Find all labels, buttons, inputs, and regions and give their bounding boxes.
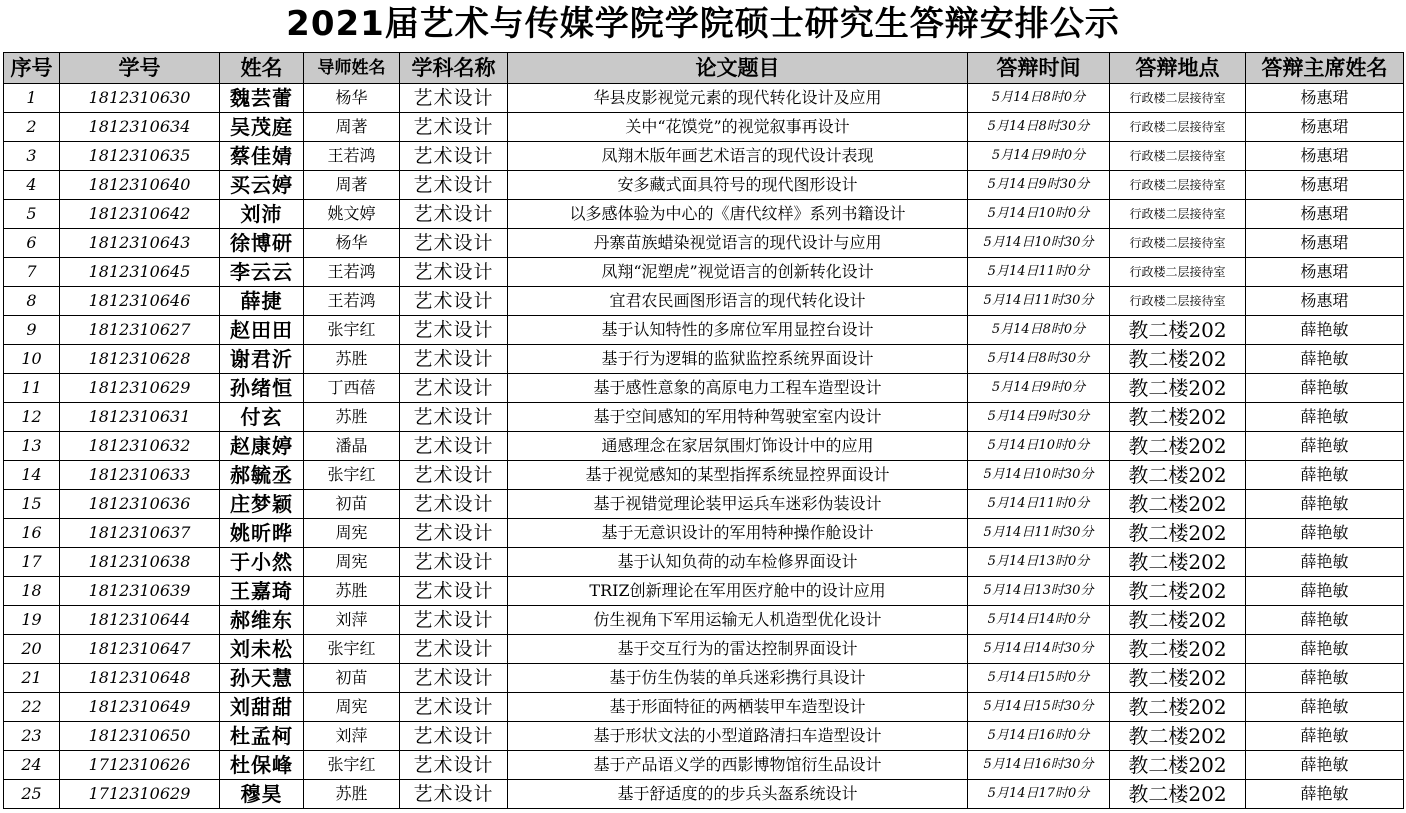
student-id: 1812310643 — [60, 229, 220, 258]
header-location: 答辩地点 — [1110, 53, 1246, 84]
defense-time: 5月14日14时0分 — [968, 606, 1110, 635]
table-row — [4, 316, 1404, 345]
student-id: 1812310631 — [60, 403, 220, 432]
table-header-row — [4, 53, 1404, 84]
defense-time: 5月14日11时30分 — [968, 287, 1110, 316]
chair-name: 薛艳敏 — [1246, 751, 1404, 780]
defense-time: 5月14日13时0分 — [968, 548, 1110, 577]
student-id: 1812310635 — [60, 142, 220, 171]
student-id: 1812310645 — [60, 258, 220, 287]
advisor-name: 周宪 — [304, 519, 400, 548]
defense-time: 5月14日8时30分 — [968, 345, 1110, 374]
student-id: 1812310640 — [60, 171, 220, 200]
table-row — [4, 635, 1404, 664]
thesis-title: 基于交互行为的雷达控制界面设计 — [508, 635, 968, 664]
table-row — [4, 490, 1404, 519]
advisor-name: 周宪 — [304, 548, 400, 577]
student-id: 1812310627 — [60, 316, 220, 345]
student-id: 1812310650 — [60, 722, 220, 751]
defense-time: 5月14日10时0分 — [968, 432, 1110, 461]
student-name: 魏芸蕾 — [220, 84, 304, 113]
student-id: 1812310646 — [60, 287, 220, 316]
advisor-name: 苏胜 — [304, 345, 400, 374]
advisor-name: 王若鸿 — [304, 287, 400, 316]
student-id: 1812310629 — [60, 374, 220, 403]
subject-name: 艺术设计 — [400, 577, 508, 606]
defense-location: 行政楼二层接待室 — [1110, 200, 1246, 229]
chair-name: 薛艳敏 — [1246, 693, 1404, 722]
thesis-title: 基于产品语义学的西影博物馆衍生品设计 — [508, 751, 968, 780]
subject-name: 艺术设计 — [400, 200, 508, 229]
advisor-name: 姚文婷 — [304, 200, 400, 229]
subject-name: 艺术设计 — [400, 432, 508, 461]
advisor-name: 王若鸿 — [304, 258, 400, 287]
advisor-name: 张宇红 — [304, 461, 400, 490]
row-number: 22 — [4, 693, 60, 722]
page-title: 2021届艺术与传媒学院学院硕士研究生答辩安排公示 — [286, 4, 1120, 44]
advisor-name: 周著 — [304, 113, 400, 142]
row-number: 8 — [4, 287, 60, 316]
student-name: 谢君沂 — [220, 345, 304, 374]
defense-time: 5月14日11时0分 — [968, 490, 1110, 519]
table-row — [4, 664, 1404, 693]
student-name: 刘沛 — [220, 200, 304, 229]
header-advisor: 导师姓名 — [304, 53, 400, 84]
chair-name: 薛艳敏 — [1246, 432, 1404, 461]
chair-name: 薛艳敏 — [1246, 722, 1404, 751]
table-row — [4, 403, 1404, 432]
header-chair: 答辩主席姓名 — [1246, 53, 1404, 84]
header-num: 序号 — [4, 53, 60, 84]
thesis-title: 凤翔木版年画艺术语言的现代设计表现 — [508, 142, 968, 171]
defense-location: 行政楼二层接待室 — [1110, 171, 1246, 200]
defense-time: 5月14日15时30分 — [968, 693, 1110, 722]
subject-name: 艺术设计 — [400, 693, 508, 722]
advisor-name: 张宇红 — [304, 751, 400, 780]
defense-location: 行政楼二层接待室 — [1110, 229, 1246, 258]
chair-name: 薛艳敏 — [1246, 374, 1404, 403]
thesis-title: 基于认知负荷的动车检修界面设计 — [508, 548, 968, 577]
chair-name: 杨惠珺 — [1246, 258, 1404, 287]
table-row — [4, 171, 1404, 200]
student-name: 买云婷 — [220, 171, 304, 200]
table-row — [4, 287, 1404, 316]
row-number: 20 — [4, 635, 60, 664]
advisor-name: 刘萍 — [304, 606, 400, 635]
defense-time: 5月14日10时30分 — [968, 461, 1110, 490]
subject-name: 艺术设计 — [400, 635, 508, 664]
row-number: 16 — [4, 519, 60, 548]
chair-name: 杨惠珺 — [1246, 200, 1404, 229]
advisor-name: 苏胜 — [304, 403, 400, 432]
thesis-title: 基于仿生伪装的单兵迷彩携行具设计 — [508, 664, 968, 693]
chair-name: 薛艳敏 — [1246, 316, 1404, 345]
chair-name: 杨惠珺 — [1246, 171, 1404, 200]
student-name: 孙天慧 — [220, 664, 304, 693]
thesis-title: TRIZ创新理论在军用医疗舱中的设计应用 — [508, 577, 968, 606]
defense-time: 5月14日9时30分 — [968, 403, 1110, 432]
thesis-title: 基于舒适度的的步兵头盔系统设计 — [508, 780, 968, 809]
subject-name: 艺术设计 — [400, 403, 508, 432]
student-id: 1712310629 — [60, 780, 220, 809]
defense-time: 5月14日14时30分 — [968, 635, 1110, 664]
subject-name: 艺术设计 — [400, 113, 508, 142]
defense-location: 教二楼202 — [1110, 635, 1246, 664]
subject-name: 艺术设计 — [400, 780, 508, 809]
student-name: 王嘉琦 — [220, 577, 304, 606]
advisor-name: 初苗 — [304, 664, 400, 693]
header-thesis: 论文题目 — [508, 53, 968, 84]
row-number: 14 — [4, 461, 60, 490]
student-name: 刘未松 — [220, 635, 304, 664]
defense-time: 5月14日15时0分 — [968, 664, 1110, 693]
student-id: 1812310638 — [60, 548, 220, 577]
defense-schedule-table — [3, 52, 1404, 809]
chair-name: 薛艳敏 — [1246, 345, 1404, 374]
defense-location: 教二楼202 — [1110, 693, 1246, 722]
row-number: 12 — [4, 403, 60, 432]
chair-name: 薛艳敏 — [1246, 519, 1404, 548]
row-number: 1 — [4, 84, 60, 113]
row-number: 3 — [4, 142, 60, 171]
subject-name: 艺术设计 — [400, 722, 508, 751]
subject-name: 艺术设计 — [400, 171, 508, 200]
subject-name: 艺术设计 — [400, 287, 508, 316]
chair-name: 薛艳敏 — [1246, 664, 1404, 693]
table-row — [4, 258, 1404, 287]
student-id: 1812310636 — [60, 490, 220, 519]
student-name: 赵康婷 — [220, 432, 304, 461]
defense-location: 行政楼二层接待室 — [1110, 142, 1246, 171]
subject-name: 艺术设计 — [400, 490, 508, 519]
thesis-title: 宜君农民画图形语言的现代转化设计 — [508, 287, 968, 316]
chair-name: 薛艳敏 — [1246, 606, 1404, 635]
student-name: 刘甜甜 — [220, 693, 304, 722]
table-row — [4, 374, 1404, 403]
chair-name: 薛艳敏 — [1246, 490, 1404, 519]
thesis-title: 以多感体验为中心的《唐代纹样》系列书籍设计 — [508, 200, 968, 229]
subject-name: 艺术设计 — [400, 519, 508, 548]
student-name: 姚昕晔 — [220, 519, 304, 548]
student-id: 1812310637 — [60, 519, 220, 548]
subject-name: 艺术设计 — [400, 345, 508, 374]
student-id: 1812310632 — [60, 432, 220, 461]
defense-location: 行政楼二层接待室 — [1110, 287, 1246, 316]
table-row — [4, 519, 1404, 548]
thesis-title: 基于感性意象的高原电力工程车造型设计 — [508, 374, 968, 403]
student-id: 1712310626 — [60, 751, 220, 780]
student-id: 1812310628 — [60, 345, 220, 374]
student-id: 1812310644 — [60, 606, 220, 635]
defense-location: 教二楼202 — [1110, 519, 1246, 548]
table-row — [4, 606, 1404, 635]
table-row — [4, 461, 1404, 490]
advisor-name: 苏胜 — [304, 577, 400, 606]
thesis-title: 基于视觉感知的某型指挥系统显控界面设计 — [508, 461, 968, 490]
thesis-title: 基于认知特性的多席位军用显控台设计 — [508, 316, 968, 345]
thesis-title: 基于视错觉理论装甲运兵车迷彩伪装设计 — [508, 490, 968, 519]
row-number: 19 — [4, 606, 60, 635]
table-row — [4, 142, 1404, 171]
student-id: 1812310630 — [60, 84, 220, 113]
header-student-id: 学号 — [60, 53, 220, 84]
defense-location: 教二楼202 — [1110, 345, 1246, 374]
defense-time: 5月14日10时0分 — [968, 200, 1110, 229]
advisor-name: 杨华 — [304, 84, 400, 113]
student-id: 1812310639 — [60, 577, 220, 606]
row-number: 24 — [4, 751, 60, 780]
table-row — [4, 84, 1404, 113]
advisor-name: 丁西蓓 — [304, 374, 400, 403]
student-name: 穆昊 — [220, 780, 304, 809]
row-number: 13 — [4, 432, 60, 461]
subject-name: 艺术设计 — [400, 229, 508, 258]
header-name: 姓名 — [220, 53, 304, 84]
row-number: 5 — [4, 200, 60, 229]
student-name: 李云云 — [220, 258, 304, 287]
student-name: 于小然 — [220, 548, 304, 577]
defense-location: 教二楼202 — [1110, 722, 1246, 751]
student-name: 庄梦颖 — [220, 490, 304, 519]
thesis-title: 丹寨苗族蜡染视觉语言的现代设计与应用 — [508, 229, 968, 258]
advisor-name: 苏胜 — [304, 780, 400, 809]
thesis-title: 华县皮影视觉元素的现代转化设计及应用 — [508, 84, 968, 113]
student-id: 1812310649 — [60, 693, 220, 722]
thesis-title: 凤翔“泥塑虎”视觉语言的创新转化设计 — [508, 258, 968, 287]
table-row — [4, 693, 1404, 722]
student-name: 郝毓丞 — [220, 461, 304, 490]
subject-name: 艺术设计 — [400, 664, 508, 693]
row-number: 25 — [4, 780, 60, 809]
chair-name: 杨惠珺 — [1246, 287, 1404, 316]
row-number: 6 — [4, 229, 60, 258]
table-row — [4, 345, 1404, 374]
row-number: 10 — [4, 345, 60, 374]
defense-location: 教二楼202 — [1110, 316, 1246, 345]
defense-location: 教二楼202 — [1110, 548, 1246, 577]
defense-time: 5月14日10时30分 — [968, 229, 1110, 258]
defense-location: 教二楼202 — [1110, 432, 1246, 461]
row-number: 9 — [4, 316, 60, 345]
student-id: 1812310647 — [60, 635, 220, 664]
table-row — [4, 548, 1404, 577]
subject-name: 艺术设计 — [400, 751, 508, 780]
defense-location: 行政楼二层接待室 — [1110, 258, 1246, 287]
row-number: 23 — [4, 722, 60, 751]
subject-name: 艺术设计 — [400, 316, 508, 345]
chair-name: 薛艳敏 — [1246, 577, 1404, 606]
row-number: 21 — [4, 664, 60, 693]
thesis-title: 基于形状文法的小型道路清扫车造型设计 — [508, 722, 968, 751]
subject-name: 艺术设计 — [400, 374, 508, 403]
student-name: 杜保峰 — [220, 751, 304, 780]
thesis-title: 基于形面特征的两栖装甲车造型设计 — [508, 693, 968, 722]
chair-name: 杨惠珺 — [1246, 84, 1404, 113]
defense-time: 5月14日8时30分 — [968, 113, 1110, 142]
advisor-name: 张宇红 — [304, 635, 400, 664]
defense-location: 教二楼202 — [1110, 606, 1246, 635]
student-name: 付玄 — [220, 403, 304, 432]
table-row — [4, 722, 1404, 751]
student-id: 1812310642 — [60, 200, 220, 229]
student-name: 徐博研 — [220, 229, 304, 258]
row-number: 11 — [4, 374, 60, 403]
defense-location: 教二楼202 — [1110, 577, 1246, 606]
table-row — [4, 113, 1404, 142]
subject-name: 艺术设计 — [400, 84, 508, 113]
student-id: 1812310648 — [60, 664, 220, 693]
chair-name: 杨惠珺 — [1246, 229, 1404, 258]
student-id: 1812310634 — [60, 113, 220, 142]
row-number: 15 — [4, 490, 60, 519]
defense-location: 教二楼202 — [1110, 490, 1246, 519]
thesis-title: 安多藏式面具符号的现代图形设计 — [508, 171, 968, 200]
row-number: 7 — [4, 258, 60, 287]
defense-location: 教二楼202 — [1110, 403, 1246, 432]
student-name: 薛捷 — [220, 287, 304, 316]
thesis-title: 基于无意识设计的军用特种操作舱设计 — [508, 519, 968, 548]
student-name: 赵田田 — [220, 316, 304, 345]
defense-location: 行政楼二层接待室 — [1110, 113, 1246, 142]
defense-time: 5月14日11时30分 — [968, 519, 1110, 548]
student-id: 1812310633 — [60, 461, 220, 490]
table-row — [4, 432, 1404, 461]
thesis-title: 基于行为逻辑的监狱监控系统界面设计 — [508, 345, 968, 374]
thesis-title: 仿生视角下军用运输无人机造型优化设计 — [508, 606, 968, 635]
subject-name: 艺术设计 — [400, 548, 508, 577]
defense-time: 5月14日16时30分 — [968, 751, 1110, 780]
chair-name: 薛艳敏 — [1246, 461, 1404, 490]
table-row — [4, 751, 1404, 780]
advisor-name: 初苗 — [304, 490, 400, 519]
table-row — [4, 780, 1404, 809]
table-row — [4, 577, 1404, 606]
defense-location: 教二楼202 — [1110, 374, 1246, 403]
row-number: 4 — [4, 171, 60, 200]
student-name: 吴茂庭 — [220, 113, 304, 142]
chair-name: 薛艳敏 — [1246, 780, 1404, 809]
defense-time: 5月14日9时30分 — [968, 171, 1110, 200]
thesis-title: 通感理念在家居氛围灯饰设计中的应用 — [508, 432, 968, 461]
defense-location: 教二楼202 — [1110, 751, 1246, 780]
defense-time: 5月14日8时0分 — [968, 316, 1110, 345]
subject-name: 艺术设计 — [400, 142, 508, 171]
subject-name: 艺术设计 — [400, 461, 508, 490]
advisor-name: 王若鸿 — [304, 142, 400, 171]
header-subject: 学科名称 — [400, 53, 508, 84]
advisor-name: 潘晶 — [304, 432, 400, 461]
table-row — [4, 229, 1404, 258]
chair-name: 薛艳敏 — [1246, 635, 1404, 664]
defense-time: 5月14日9时0分 — [968, 374, 1110, 403]
row-number: 17 — [4, 548, 60, 577]
thesis-title: 基于空间感知的军用特种驾驶室室内设计 — [508, 403, 968, 432]
chair-name: 杨惠珺 — [1246, 142, 1404, 171]
defense-location: 行政楼二层接待室 — [1110, 84, 1246, 113]
advisor-name: 张宇红 — [304, 316, 400, 345]
defense-location: 教二楼202 — [1110, 664, 1246, 693]
advisor-name: 杨华 — [304, 229, 400, 258]
defense-time: 5月14日17时0分 — [968, 780, 1110, 809]
defense-time: 5月14日8时0分 — [968, 84, 1110, 113]
student-name: 杜孟柯 — [220, 722, 304, 751]
chair-name: 薛艳敏 — [1246, 548, 1404, 577]
row-number: 18 — [4, 577, 60, 606]
chair-name: 薛艳敏 — [1246, 403, 1404, 432]
student-name: 郝维东 — [220, 606, 304, 635]
advisor-name: 刘萍 — [304, 722, 400, 751]
student-name: 蔡佳婧 — [220, 142, 304, 171]
subject-name: 艺术设计 — [400, 258, 508, 287]
header-time: 答辩时间 — [968, 53, 1110, 84]
defense-time: 5月14日13时30分 — [968, 577, 1110, 606]
defense-time: 5月14日9时0分 — [968, 142, 1110, 171]
student-name: 孙绪恒 — [220, 374, 304, 403]
subject-name: 艺术设计 — [400, 606, 508, 635]
chair-name: 杨惠珺 — [1246, 113, 1404, 142]
advisor-name: 周宪 — [304, 693, 400, 722]
advisor-name: 周著 — [304, 171, 400, 200]
table-row — [4, 200, 1404, 229]
defense-time: 5月14日11时0分 — [968, 258, 1110, 287]
defense-location: 教二楼202 — [1110, 461, 1246, 490]
row-number: 2 — [4, 113, 60, 142]
defense-time: 5月14日16时0分 — [968, 722, 1110, 751]
defense-location: 教二楼202 — [1110, 780, 1246, 809]
thesis-title: 关中“花馍党”的视觉叙事再设计 — [508, 113, 968, 142]
